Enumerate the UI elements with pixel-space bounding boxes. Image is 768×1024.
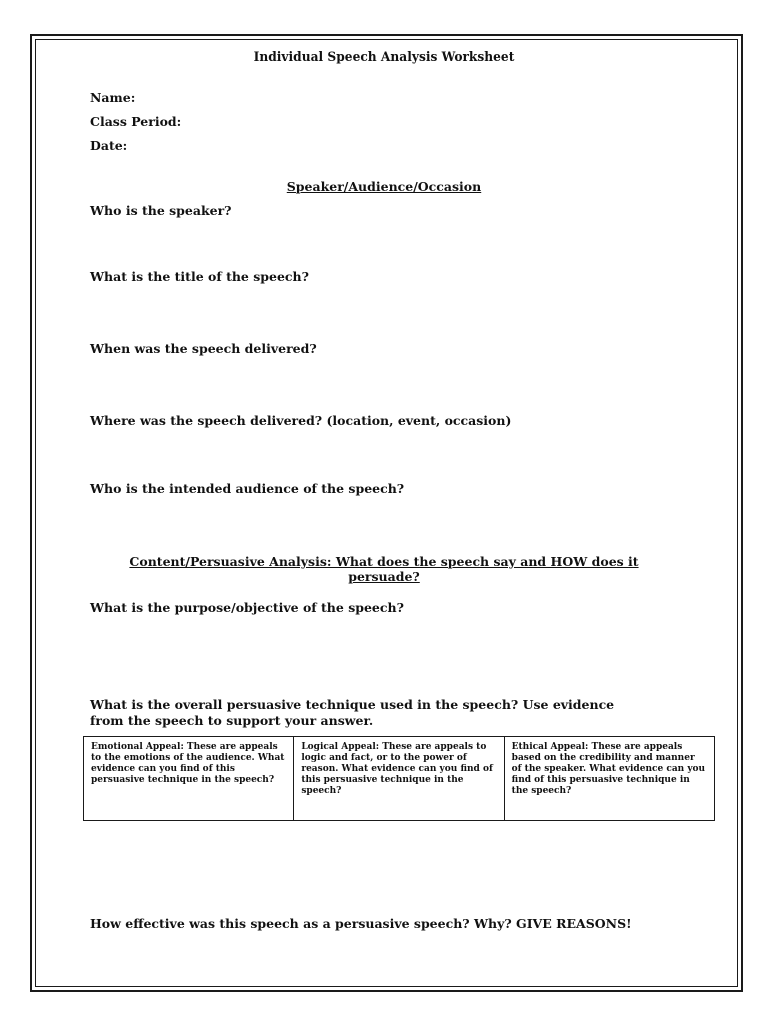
logical-appeal-cell: Logical Appeal: These are appeals to logic and fact, or to the power of reason. What evidence can you find of this persuasive technique in the speech? — [294, 737, 504, 821]
appeals-table — [83, 736, 715, 821]
question-technique: What is the overall persuasive technique used in the speech? Use evidence from the speech to support your answer. — [90, 697, 615, 728]
appeals-table-row — [84, 737, 715, 821]
question-effectiveness: How effective was this speech as a persuasive speech? Why? GIVE REASONS! — [90, 916, 632, 931]
question-speaker: Who is the speaker? — [90, 203, 232, 218]
class-period-field-label: Class Period: — [90, 114, 182, 129]
question-where: Where was the speech delivered? (location, event, occasion) — [90, 413, 512, 428]
question-audience: Who is the intended audience of the speech? — [90, 481, 405, 496]
question-purpose: What is the purpose/objective of the speech? — [90, 600, 404, 615]
question-title: What is the title of the speech? — [90, 269, 309, 284]
date-field-label: Date: — [90, 138, 128, 153]
question-when: When was the speech delivered? — [90, 341, 317, 356]
document-title: Individual Speech Analysis Worksheet — [253, 50, 515, 65]
section-heading-content-persuasive: Content/Persuasive Analysis: What does the speech say and HOW does it persuade? — [129, 554, 639, 584]
ethical-appeal-cell: Ethical Appeal: These are appeals based on the credibility and manner of the speaker. What evidence can you find of this persuasive technique in the speech? — [504, 737, 714, 821]
section-heading-speaker-audience-occasion: Speaker/Audience/Occasion — [286, 179, 482, 194]
emotional-appeal-cell: Emotional Appeal: These are appeals to the emotions of the audience. What evidence can you find of this persuasive technique in the speech? — [84, 737, 294, 821]
name-field-label: Name: — [90, 90, 136, 105]
